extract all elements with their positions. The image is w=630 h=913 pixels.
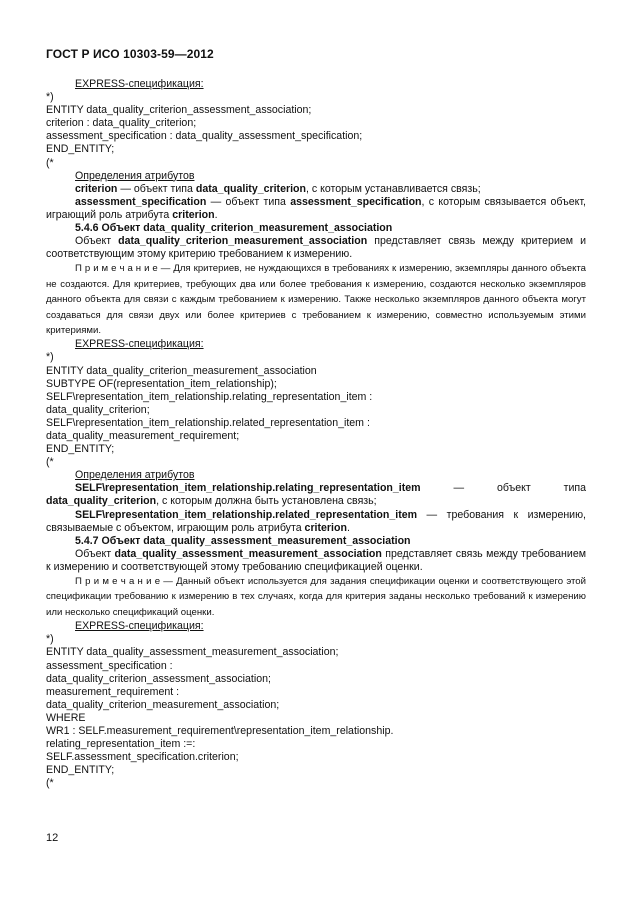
code-line: assessment_specification : data_quality_assessment_specification;: [46, 130, 363, 143]
page-number: 12: [46, 832, 59, 844]
express-code-block: [46, 633, 586, 790]
code-line: *): [46, 91, 54, 104]
attribute-definition: SELF\representation_item_relationship.relating_representation_item — объект типа data_quality_criterion, с которым должна быть установлена связь;: [46, 482, 586, 508]
express-spec-label: EXPRESS-спецификация:: [75, 620, 204, 633]
code-line: *): [46, 633, 54, 646]
attribute-definition: assessment_specification — объект типа assessment_specification, с которым связывается объект, играющий роль атрибута criterion.: [46, 195, 586, 221]
section-heading-5-4-7: 5.4.7 Объект data_quality_assessment_measurement_association: [75, 534, 411, 547]
code-line: data_quality_measurement_requirement;: [46, 430, 240, 442]
section-heading-5-4-6: 5.4.6 Объект data_quality_criterion_measurement_association: [75, 222, 393, 235]
note-paragraph: П р и м е ч а н и е — Данный объект используется для задания спецификации оценки и соответствующего этой спецификации требованию к измерению в тех случаях, когда для критерия заданы несколько требований к измерению или несколько спецификаций оценки.: [46, 576, 586, 618]
code-line: criterion : data_quality_criterion;: [46, 117, 197, 130]
note-paragraph: П р и м е ч а н и е — Для критериев, не нуждающихся в требованиях к измерению, экземпляры данного объекта не создаются. Для критериев, требующих два или более требования к измерению, создаются несколько экземпляров данного объекта для связи с каждым требованием к измерению. Также несколько экземпляров данного объекта могут создаваться для связи двух или более критериев с требованием к измерению, совместно используемым этими критериями.: [46, 263, 586, 336]
code-line: assessment_specification :: [46, 659, 173, 672]
attribute-definitions-label: Определения атрибутов: [75, 169, 195, 182]
express-code-block: [46, 351, 586, 469]
code-line: SELF\representation_item_relationship.related_representation_item :: [46, 416, 370, 429]
code-line: END_ENTITY;: [46, 143, 115, 156]
code-line: WR1 : SELF.measurement_requirement\representation_item_relationship.: [46, 725, 394, 737]
express-code-block: [46, 91, 586, 170]
code-line: data_quality_criterion_assessment_association;: [46, 672, 271, 685]
code-line: measurement_requirement :: [46, 685, 180, 698]
code-line: SELF.assessment_specification.criterion;: [46, 751, 239, 764]
code-line: (*: [46, 777, 54, 790]
code-line: (*: [46, 456, 54, 469]
code-line: (*: [46, 156, 54, 169]
code-line: data_quality_criterion_measurement_association;: [46, 698, 280, 711]
attribute-definition: criterion — объект типа data_quality_criterion, с которым устанавливается связь;: [75, 182, 481, 195]
attribute-definition: SELF\representation_item_relationship.related_representation_item — требования к измерению, связываемые с объектом, играющим роль атрибута criterion.: [46, 508, 586, 534]
section-paragraph: Объект data_quality_assessment_measurement_association представляет связь между требованием к измерению и соответствующей этому требованию спецификацией оценки.: [46, 547, 586, 573]
code-line: *): [46, 351, 54, 364]
code-line: ENTITY data_quality_criterion_measurement_association: [46, 364, 317, 377]
standard-header: ГОСТ Р ИСО 10303-59—2012: [46, 47, 214, 61]
attribute-definitions-label: Определения атрибутов: [75, 469, 195, 482]
code-line: relating_representation_item :=:: [46, 738, 196, 751]
code-line: END_ENTITY;: [46, 764, 115, 777]
code-line: data_quality_criterion;: [46, 403, 150, 416]
code-line: ENTITY data_quality_assessment_measurement_association;: [46, 646, 339, 659]
code-line: SELF\representation_item_relationship.relating_representation_item :: [46, 390, 373, 403]
code-line: SUBTYPE OF(representation_item_relationship);: [46, 377, 277, 390]
express-spec-label: EXPRESS-спецификация:: [75, 338, 204, 351]
code-line: ENTITY data_quality_criterion_assessment_association;: [46, 104, 312, 117]
express-spec-label: EXPRESS-спецификация:: [75, 78, 204, 90]
section-paragraph: Объект data_quality_criterion_measurement_association представляет связь между критерием и соответствующим этому критерию требованием к измерению.: [46, 235, 586, 261]
code-line: WHERE: [46, 711, 86, 724]
code-line: END_ENTITY;: [46, 443, 115, 456]
document-body: [46, 78, 586, 790]
